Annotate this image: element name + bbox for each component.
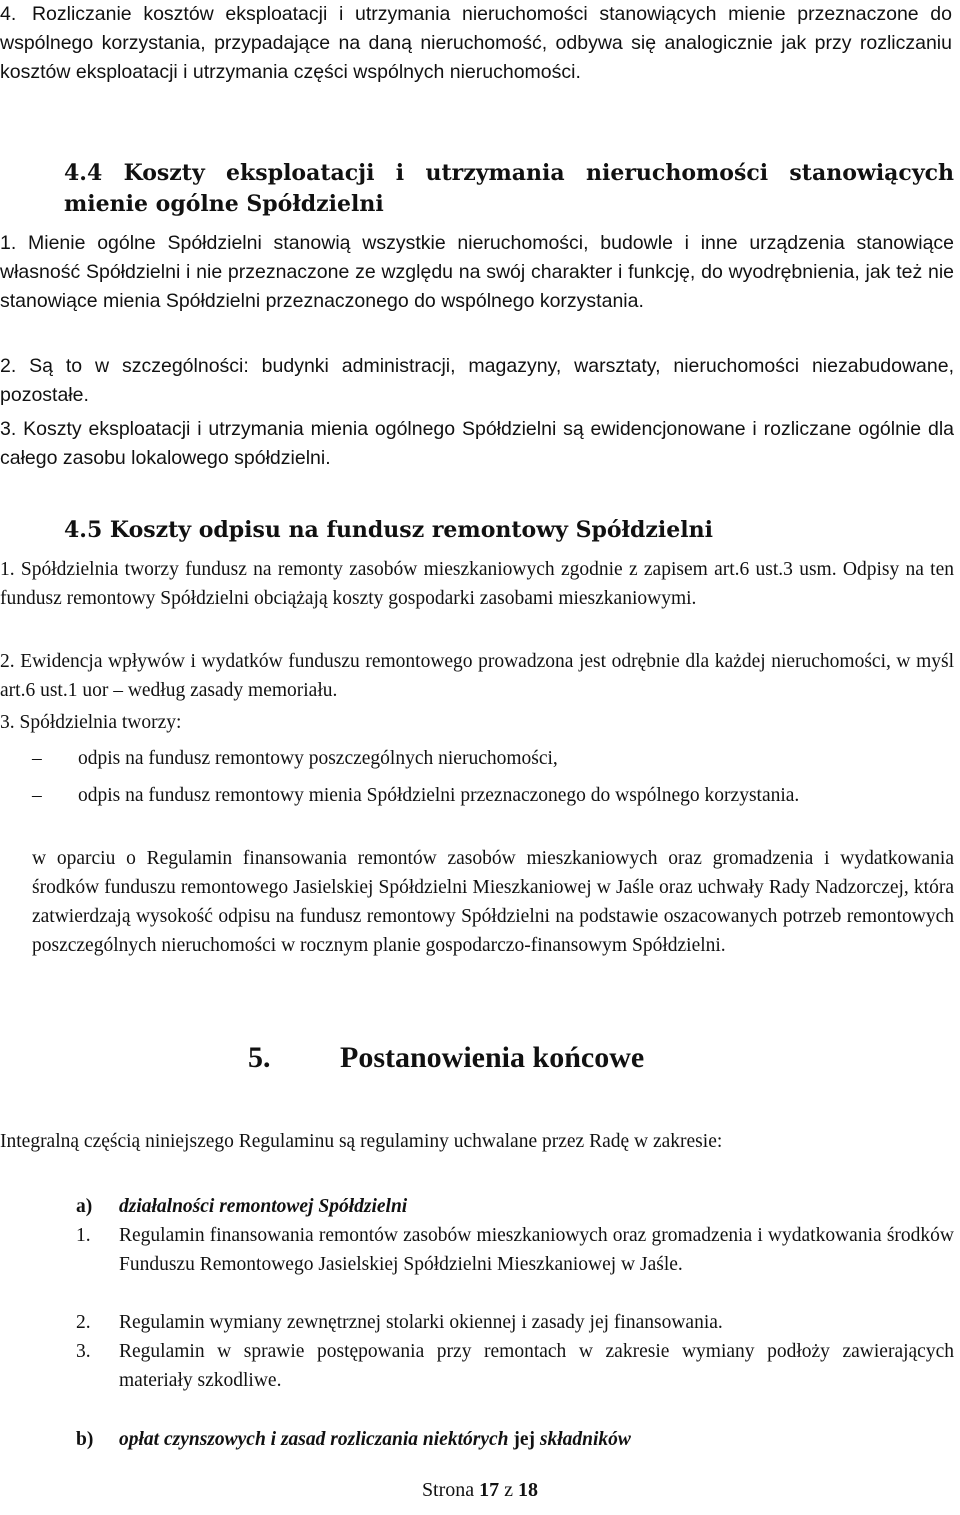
sec45-closing-text: w oparciu o Regulamin finansowania remontów zasobów mieszkaniowych oraz gromadzenia i wydatkowania środków funduszu remontowego Jasielskiej Spółdzielni Mieszkaniowej w Jaśle oraz uchwały Rady Nadzorczej, która zatwierdzają wysokość odpisu na fundusz remontowy Spółdzielni na podstawie oszacowanych potrzeb remontowych poszczególnych nieruchomości w rocznym planie gospodarczo-finansowym Spółdzielni. <box>32 848 954 956</box>
group-b-title-2: i zasad rozliczania niektórych <box>270 1429 509 1450</box>
group-a-item-2-num: 2. <box>76 1312 91 1333</box>
group-a-item-1-num: 1. <box>76 1225 91 1246</box>
group-a-item-1 <box>76 1221 954 1279</box>
group-a-item-3 <box>76 1337 954 1395</box>
sec45-item-2-text: Ewidencja wpływów i wydatków funduszu remontowego prowadzona jest odrębnie dla każdej nieruchomości, w myśl art.6 ust.1 uor – według zasady memoriału. <box>0 651 954 701</box>
heading-4-5 <box>64 515 954 546</box>
dash-2-mark: – <box>32 785 42 806</box>
group-a-item-2-text: Regulamin wymiany zewnętrznej stolarki okiennej i zasady jej finansowania. <box>119 1312 723 1333</box>
group-b-title-1: opłat czynszowych <box>119 1429 266 1450</box>
sec45-item-1 <box>0 555 954 613</box>
group-b-title-3: jej <box>513 1429 536 1450</box>
heading-4-5-text: 4.5 Koszty odpisu na fundusz remontowy Spółdzielni <box>64 517 713 543</box>
sec45-item-2-num: 2. <box>0 651 15 672</box>
group-a-heading <box>76 1192 954 1221</box>
heading-5 <box>248 1038 848 1078</box>
footer-total: 18 <box>518 1479 539 1501</box>
heading-4-4 <box>64 158 954 220</box>
sec45-item-3-text: Spółdzielnia tworzy: <box>19 712 182 733</box>
heading-4-4-text: 4.4 Koszty eksploatacji i utrzymania nieruchomości stanowiących mienie ogólne Spółdzielni <box>64 160 954 217</box>
group-b-title-4: składników <box>539 1429 631 1450</box>
page-footer <box>0 1476 960 1504</box>
section4-number: 4. <box>0 3 17 25</box>
sec5-intro-text: Integralną częścią niniejszego Regulaminu są regulaminy uchwalane przez Radę w zakresie: <box>0 1131 723 1152</box>
sec44-item-2 <box>0 352 954 410</box>
group-a-title: działalności remontowej Spółdzielni <box>119 1196 408 1217</box>
section4-text: Rozliczanie kosztów eksploatacji i utrzymania nieruchomości stanowiących mienie przeznaczone do wspólnego korzystania, przypadające na daną nieruchomość, odbywa się analogicznie jak przy rozliczaniu kosztów eksploatacji i utrzymania części wspólnych nieruchomości. <box>0 3 952 83</box>
group-b-label: b) <box>76 1429 94 1450</box>
sec5-intro <box>0 1127 954 1156</box>
group-a-label: a) <box>76 1196 93 1217</box>
group-a-item-1-text: Regulamin finansowania remontów zasobów mieszkaniowych oraz gromadzenia i wydatkowania środków Funduszu Remontowego Jasielskiej Spółdzielni Mieszkaniowej w Jaśle. <box>119 1225 954 1275</box>
dash-1-mark: – <box>32 748 42 769</box>
dash-item-2 <box>32 781 954 810</box>
footer-prefix: Strona <box>421 1479 475 1501</box>
heading-5-title: Postanowienia końcowe <box>340 1041 645 1074</box>
sec44-item-1-num: 1. <box>0 232 17 254</box>
group-a-item-2 <box>76 1308 954 1337</box>
sec44-item-1 <box>0 229 954 316</box>
sec45-item-3-num: 3. <box>0 712 15 733</box>
heading-5-number: 5. <box>248 1041 271 1074</box>
sec44-item-1-text: Mienie ogólne Spółdzielni stanowią wszystkie nieruchomości, budowle i inne urządzenia stanowiące własność Spółdzielni i nie przeznaczone ze względu na swój charakter i funkcję, do wyodrębnienia, jak też nie stanowiące mienia Spółdzielni przeznaczonego do wspólnego korzystania. <box>0 232 955 312</box>
dash-2-text: odpis na fundusz remontowy mienia Spółdzielni przeznaczonego do wspólnego korzystania. <box>78 785 800 806</box>
group-b-heading <box>76 1425 954 1454</box>
footer-page: 17 <box>479 1479 500 1501</box>
sec45-closing <box>32 844 954 960</box>
sec44-item-3-text: Koszty eksploatacji i utrzymania mienia ogólnego Spółdzielni są ewidencjonowane i rozliczane ogólnie dla całego zasobu lokalowego spółdzielni. <box>0 418 954 469</box>
sec45-item-1-num: 1. <box>0 559 15 580</box>
footer-sep: z <box>504 1479 514 1501</box>
sec44-item-3 <box>0 415 954 473</box>
sec44-item-3-num: 3. <box>0 418 17 440</box>
group-a-item-3-num: 3. <box>76 1341 91 1362</box>
sec45-item-3 <box>0 708 954 737</box>
dash-1-text: odpis na fundusz remontowy poszczególnych nieruchomości, <box>78 748 558 769</box>
section4-paragraph <box>0 0 952 87</box>
sec44-item-2-num: 2. <box>0 355 17 377</box>
sec45-item-2 <box>0 647 954 705</box>
group-a-item-3-text: Regulamin w sprawie postępowania przy remontach w zakresie wymiany podłoży zawierających materiały szkodliwe. <box>119 1341 954 1391</box>
sec44-item-2-text: Są to w szczególności: budynki administracji, magazyny, warsztaty, nieruchomości niezabudowane, pozostałe. <box>0 355 954 406</box>
dash-item-1 <box>32 744 954 773</box>
sec45-item-1-text: Spółdzielnia tworzy fundusz na remonty zasobów mieszkaniowych zgodnie z zapisem art.6 ust.3 usm. Odpisy na ten fundusz remontowy Spółdzielni obciążają koszty gospodarki zasobami mieszkaniowymi. <box>0 559 955 609</box>
